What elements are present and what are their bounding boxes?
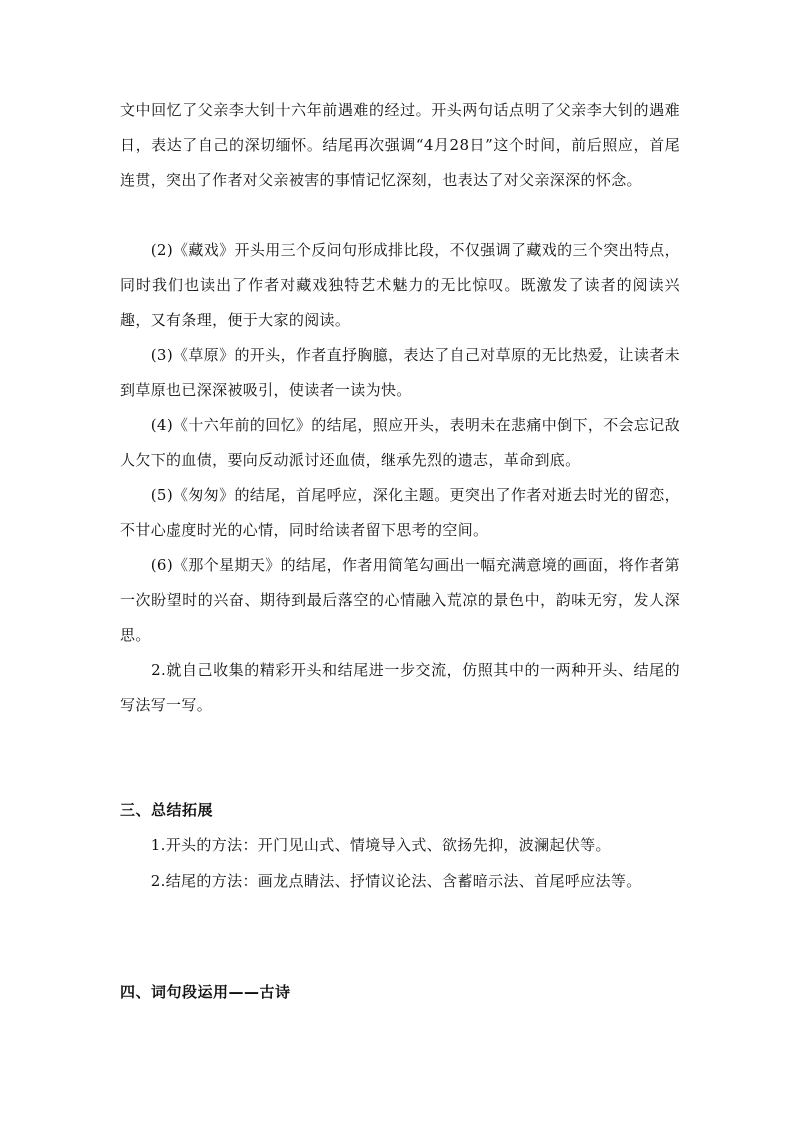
paragraph-xingqitian: (6)《那个星期天》的结尾，作者用简笔勾画出一幅充满意境的画面，将作者第一次盼望时的兴奋、期待到最后落空的心情融入荒凉的景色中，韵味无穷，发人深思。 xyxy=(120,556,680,644)
summary-item-ending: 2.结尾的方法：画龙点睛法、抒情议论法、含蓄暗示法、首尾呼应法等。 xyxy=(120,872,642,890)
summary-item-opening: 1.开头的方法：开门见山式、情境导入式、欲扬先抑，波澜起伏等。 xyxy=(120,836,611,854)
paragraph-zangxi: (2)《藏戏》开头用三个反问句形成排比段，不仅强调了藏戏的三个突出特点，同时我们也读出了作者对藏戏独特艺术魅力的无比惊叹。既激发了读者的阅读兴趣，又有条理，便于大家的阅读。 xyxy=(120,241,680,329)
section-heading-summary: 三、总结拓展 xyxy=(120,801,214,819)
paragraph-caoyuan: (3)《草原》的开头，作者直抒胸臆，表达了自己对草原的无比热爱，让读者未到草原也已深深被吸引，使读者一读为快。 xyxy=(120,346,680,399)
paragraph-shiliunian: (4)《十六年前的回忆》的结尾，照应开头，表明未在悲痛中倒下，不会忘记敌人欠下的血债，要向反动派讨还血债，继承先烈的遗志，革命到底。 xyxy=(120,416,680,469)
paragraph-exercise: 2.就自己收集的精彩开头和结尾进一步交流，仿照其中的一两种开头、结尾的写法写一写。 xyxy=(120,661,680,714)
paragraph-congcong: (5)《匆匆》的结尾，首尾呼应，深化主题。更突出了作者对逝去时光的留恋，不甘心虚度时光的心情，同时给读者留下思考的空间。 xyxy=(120,486,680,539)
paragraph-intro: 文中回忆了父亲李大钊十六年前遇难的经过。开头两句话点明了父亲李大钊的遇难日，表达了自己的深切缅怀。结尾再次强调“4月28日”这个时间，前后照应，首尾连贯，突出了作者对父亲被害的事情记忆深刻，也表达了对父亲深深的怀念。 xyxy=(120,101,680,189)
section-heading-poetry: 四、词句段运用——古诗 xyxy=(120,983,291,1001)
